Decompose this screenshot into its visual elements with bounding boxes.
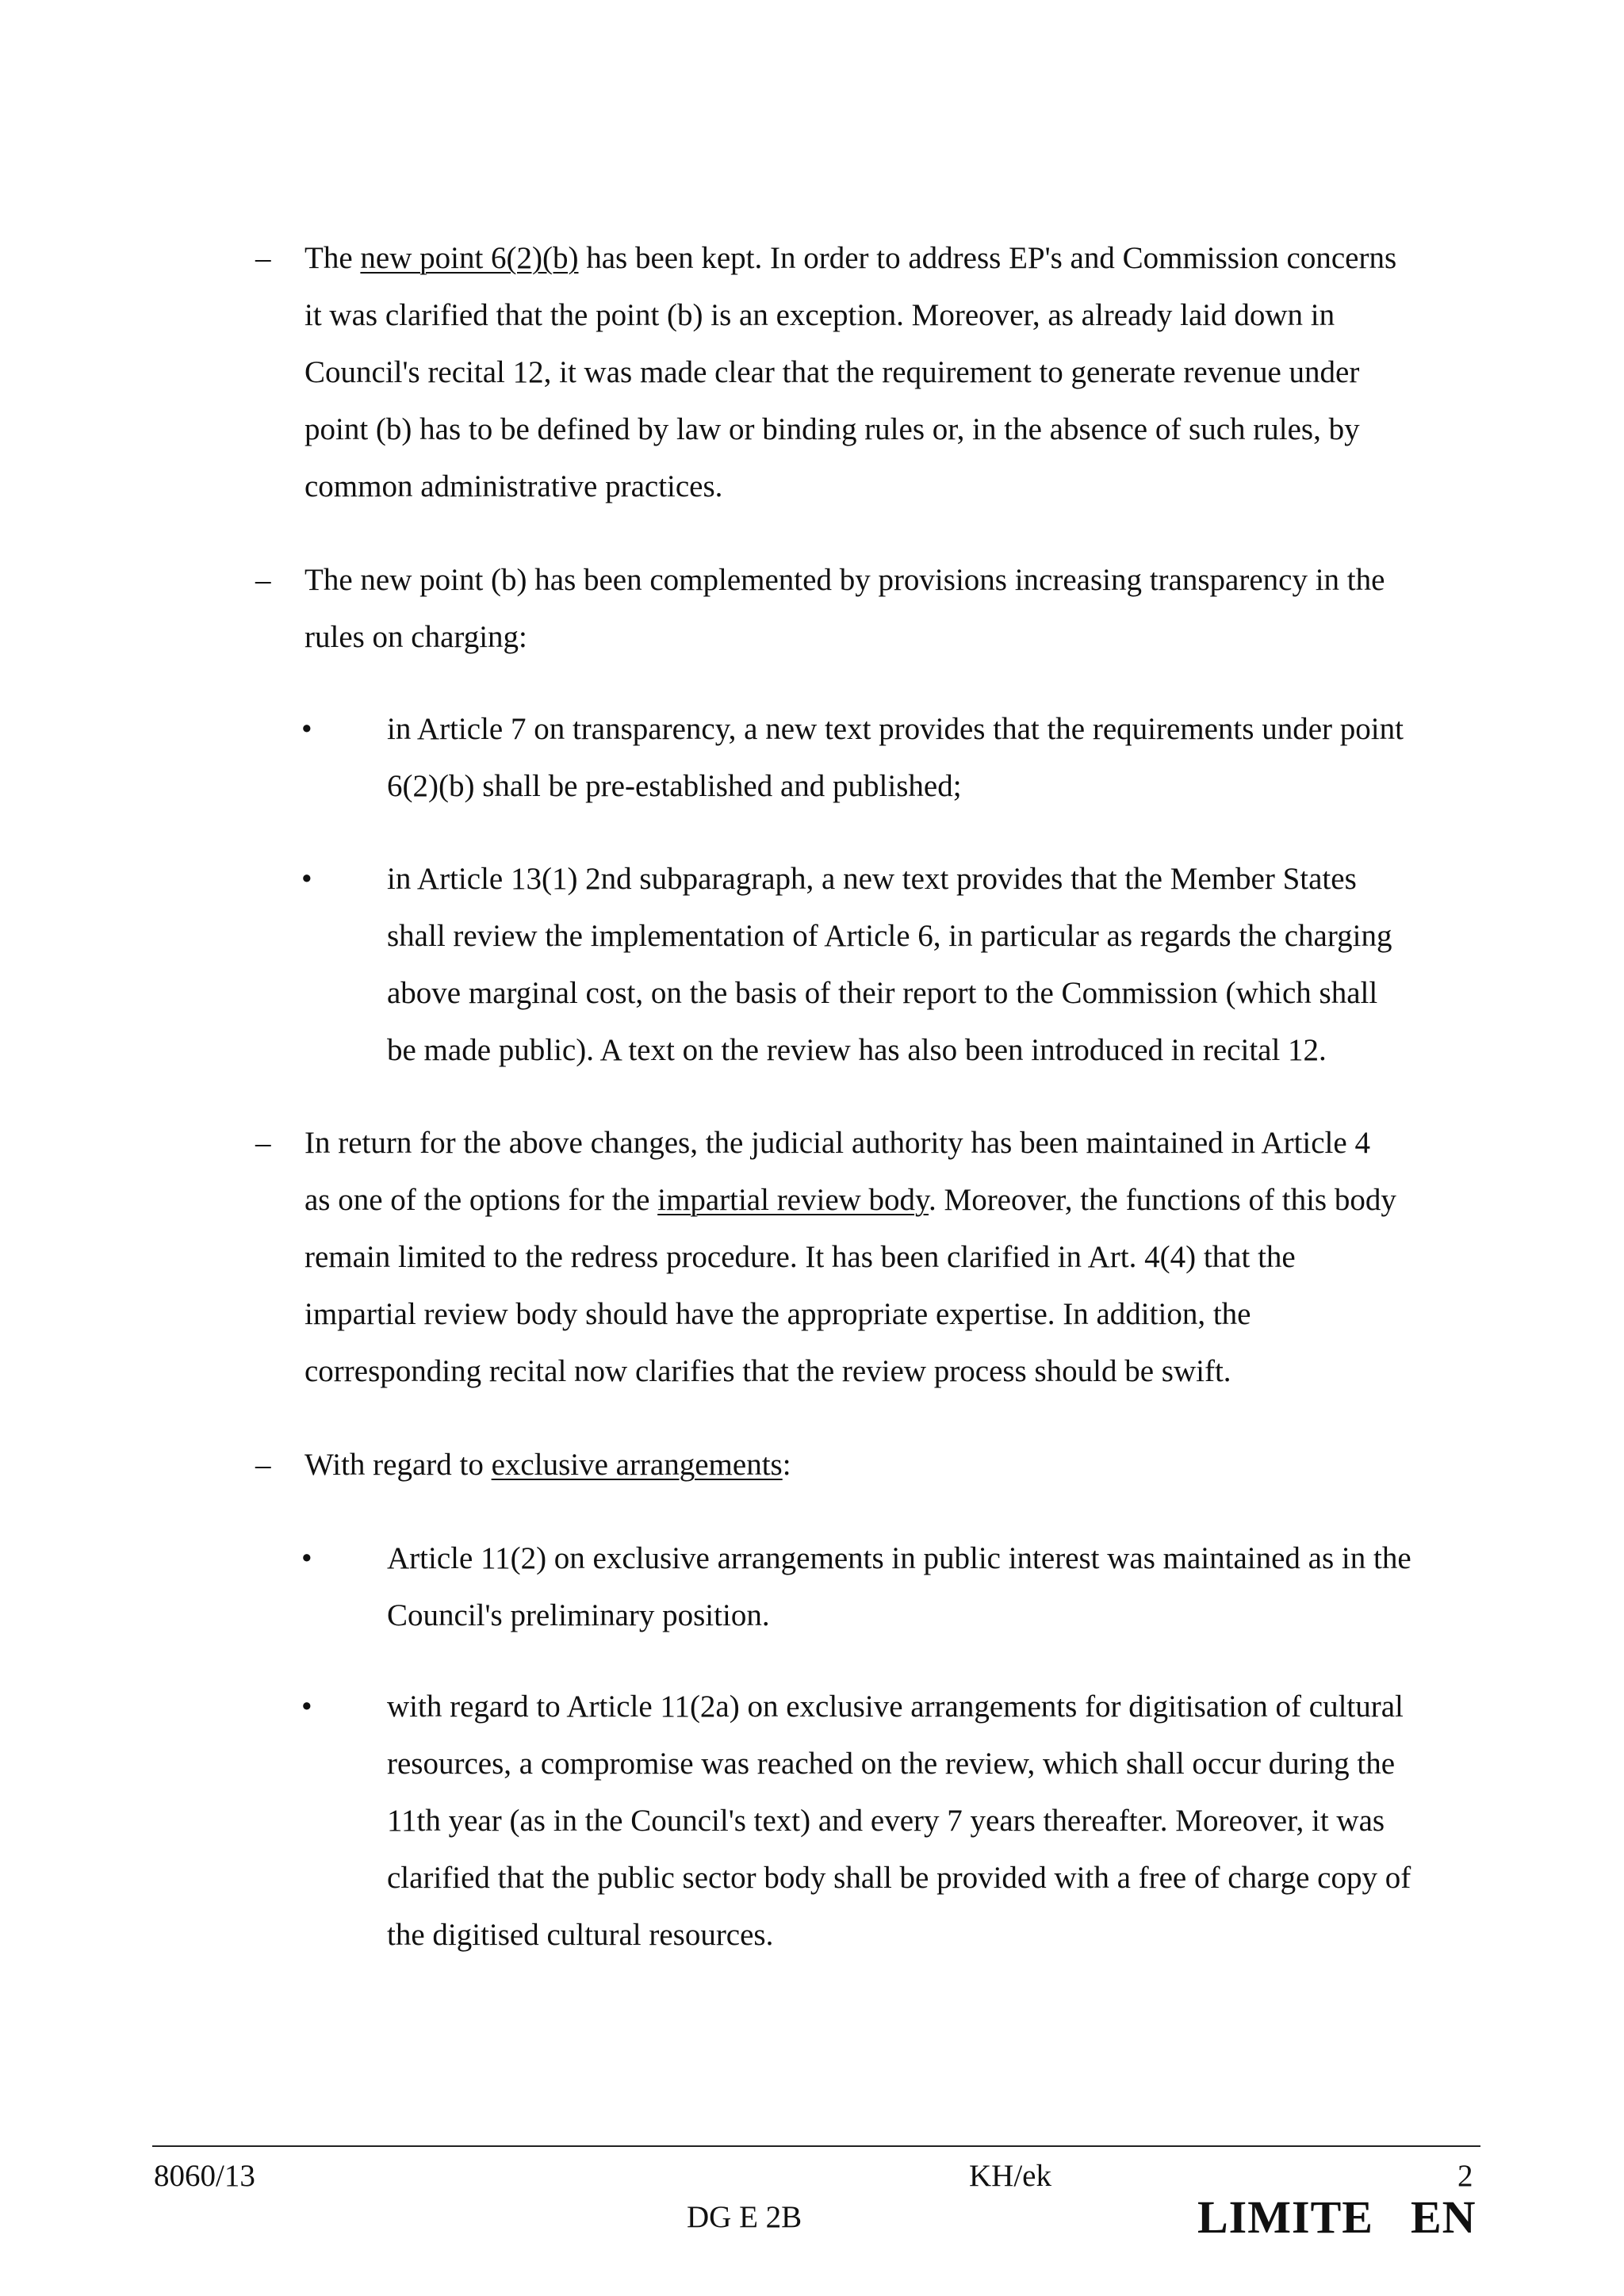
underlined-term: impartial review body — [657, 1183, 929, 1217]
text-line: above marginal cost, on the basis of their report to the Commission (which shall — [387, 976, 1378, 1010]
text-run: as one of the options for the — [304, 1183, 658, 1217]
dash-marker: – — [255, 1448, 271, 1482]
paragraph-text — [304, 1437, 1494, 1494]
bullet-text — [387, 1678, 1497, 1964]
dash-marker: – — [255, 241, 271, 275]
text-line: Council's recital 12, it was made clear that the requirement to generate revenue under — [304, 355, 1360, 389]
text-line: be made public). A text on the review has also been introduced in recital 12. — [387, 1033, 1327, 1067]
footer-initials: KH/ek — [969, 2159, 1051, 2193]
text-line: In return for the above changes, the judicial authority has been maintained in Article 4 — [304, 1126, 1370, 1160]
footer-language: EN — [1411, 2191, 1477, 2243]
dash-marker: – — [255, 1126, 271, 1160]
text-line: the digitised cultural resources. — [387, 1918, 774, 1952]
text-line: point (b) has to be defined by law or binding rules or, in the absence of such rules, by — [304, 412, 1360, 446]
paragraph-text — [304, 1115, 1494, 1400]
text-run: With regard to — [304, 1448, 492, 1482]
text-line: Article 11(2) on exclusive arrangements in public interest was maintained as in the — [387, 1541, 1411, 1575]
bullet-marker: • — [301, 1541, 312, 1575]
text-line: in Article 7 on transparency, a new text provides that the requirements under point — [387, 712, 1404, 746]
bullet-marker: • — [301, 712, 312, 746]
text-line: clarified that the public sector body shall be provided with a free of charge copy of — [387, 1861, 1411, 1895]
bullet-text — [387, 701, 1497, 815]
underlined-term: exclusive arrangements — [491, 1448, 783, 1482]
text-line: shall review the implementation of Article 6, in particular as regards the charging — [387, 919, 1392, 953]
text-line: common administrative practices. — [304, 469, 723, 503]
footer-page-number: 2 — [1457, 2159, 1473, 2193]
text-line: corresponding recital now clarifies that the review process should be swift. — [304, 1354, 1231, 1388]
text-line: in Article 13(1) 2nd subparagraph, a new text provides that the Member States — [387, 862, 1357, 896]
text-line: it was clarified that the point (b) is an exception. Moreover, as already laid down in — [304, 298, 1335, 332]
text-line: 6(2)(b) shall be pre-established and published; — [387, 769, 962, 803]
text-run: : — [782, 1448, 791, 1482]
text-line: 11th year (as in the Council's text) and every 7 years thereafter. Moreover, it was — [387, 1804, 1385, 1838]
underlined-term: new point 6(2)(b) — [360, 241, 579, 275]
bullet-text — [387, 1530, 1497, 1644]
text-line: The new point (b) has been complemented by provisions increasing transparency in the — [304, 563, 1385, 597]
footer-classification: LIMITE — [1197, 2191, 1373, 2243]
footer-department: DG E 2B — [687, 2200, 802, 2234]
text-line: resources, a compromise was reached on the review, which shall occur during the — [387, 1747, 1396, 1781]
dash-marker: – — [255, 563, 271, 597]
footer-divider — [152, 2145, 1480, 2147]
text-run: has been kept. In order to address EP's and Commission concerns — [578, 241, 1397, 275]
bullet-text — [387, 851, 1497, 1079]
bullet-marker: • — [301, 1689, 312, 1724]
bullet-marker: • — [301, 862, 312, 896]
text-line: remain limited to the redress procedure. It has been clarified in Art. 4(4) that the — [304, 1240, 1296, 1274]
text-run: . Moreover, the functions of this body — [929, 1183, 1396, 1217]
text-line: rules on charging: — [304, 620, 527, 654]
paragraph-text — [304, 552, 1494, 666]
paragraph-text — [304, 230, 1494, 515]
text-line: Council's preliminary position. — [387, 1598, 770, 1632]
footer-doc-number: 8060/13 — [154, 2159, 255, 2193]
text-line: with regard to Article 11(2a) on exclusive arrangements for digitisation of cultural — [387, 1689, 1404, 1724]
text-line: impartial review body should have the appropriate expertise. In addition, the — [304, 1297, 1251, 1331]
text-run: The — [304, 241, 361, 275]
